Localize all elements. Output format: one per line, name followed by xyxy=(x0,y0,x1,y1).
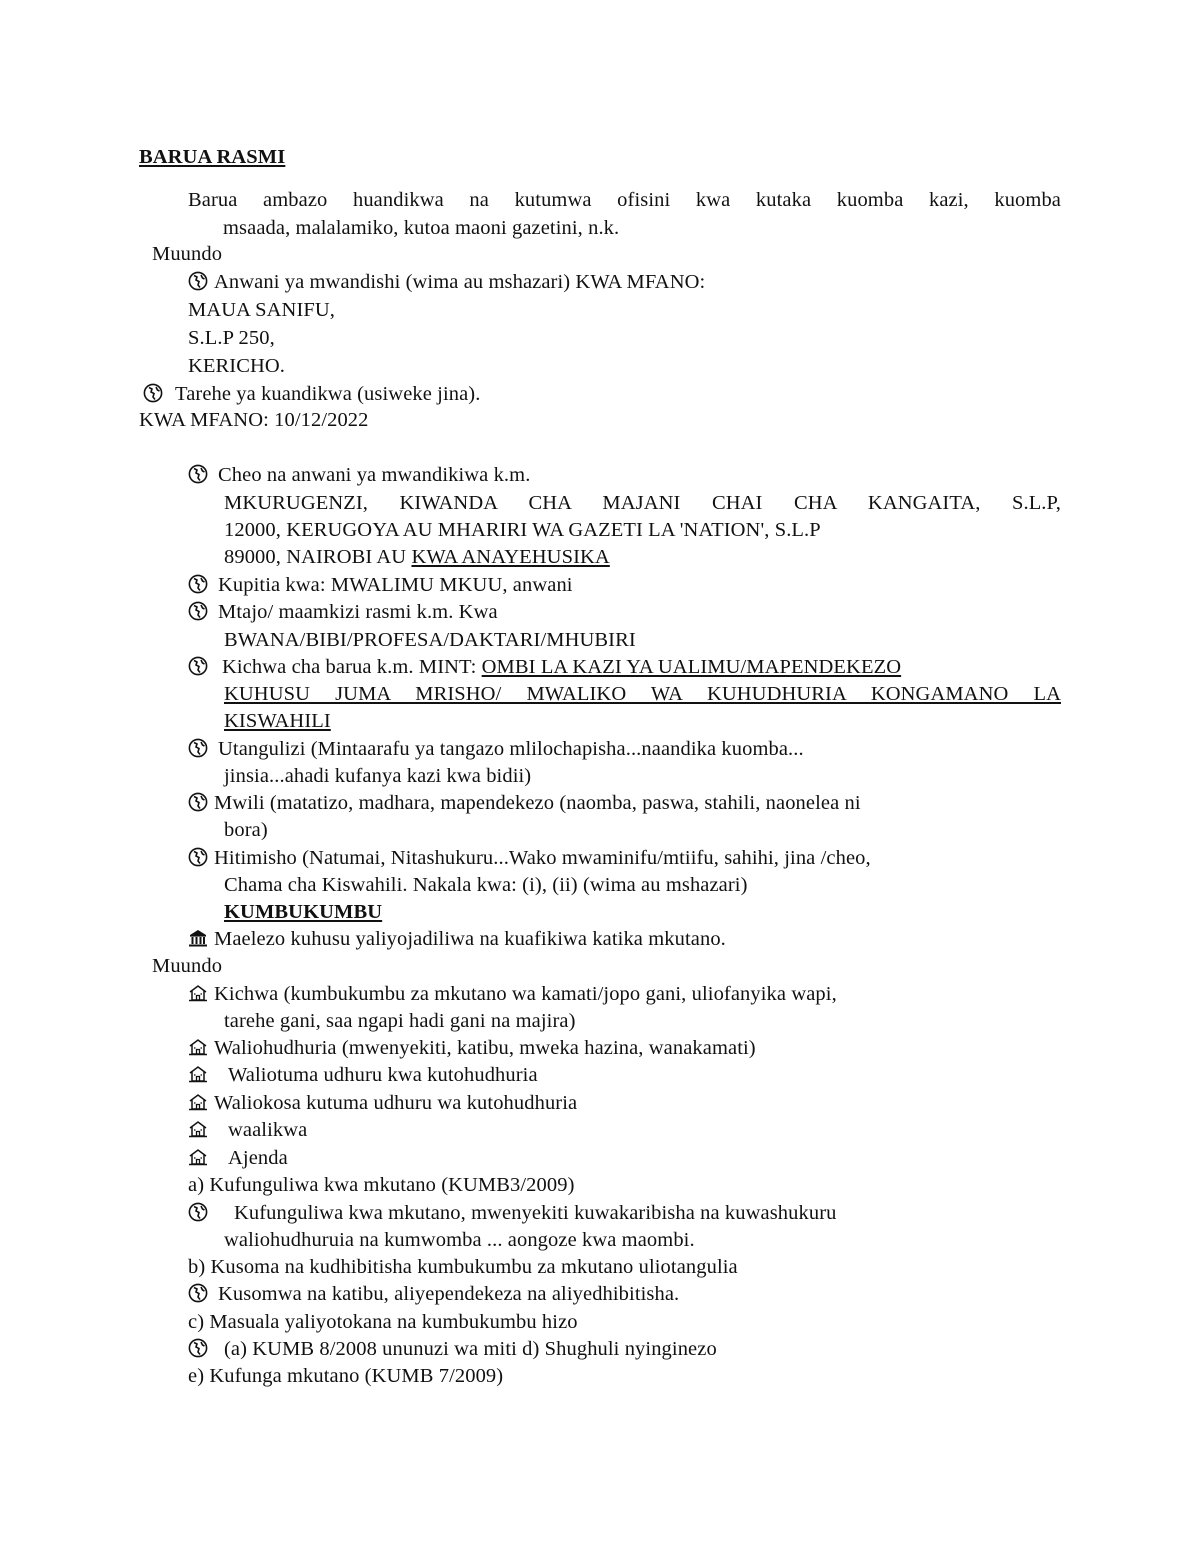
page-title: BARUA RASMI xyxy=(139,146,286,168)
cheo-line-4-text: 89000, NAIROBI AU xyxy=(224,546,412,568)
school-icon xyxy=(188,1119,208,1139)
school-icon xyxy=(188,1147,208,1167)
waliohudhuria-text: Waliohudhuria (mwenyekiti, katibu, mweka hazina, wanakamati) xyxy=(214,1037,756,1059)
kichwa-minutes-line-1: Kichwa (kumbukumbu za mkutano wa kamati/jopo gani, uliofanyika wapi, xyxy=(214,983,837,1005)
mwili-line-1: Mwili (matatizo, madhara, mapendekezo (naomba, paswa, stahili, naonelea ni xyxy=(214,792,861,814)
kichwa-line-3: KISWAHILI xyxy=(224,710,331,732)
anwani-town: KERICHO. xyxy=(188,355,286,377)
agenda-a-detail xyxy=(188,1200,1061,1227)
hitimisho-item xyxy=(188,845,1061,872)
globe-icon xyxy=(188,271,208,291)
anwani-label: Anwani ya mwandishi (wima au mshazari) KWA MFANO: xyxy=(214,271,706,293)
kichwa-line-2: KUHUSU JUMA MRISHO/ MWALIKO WA KUHUDHURIA KONGAMANO LA xyxy=(224,683,1061,705)
cheo-underlined: KWA ANAYEHUSIKA xyxy=(411,546,610,568)
anwani-item xyxy=(188,269,705,296)
waliohudhuria-item xyxy=(188,1035,756,1062)
school-icon xyxy=(188,1064,208,1084)
agenda-c-detail-text: (a) KUMB 8/2008 ununuzi wa miti d) Shughuli nyinginezo xyxy=(224,1338,717,1360)
agenda-c: c) Masuala yaliyotokana na kumbukumbu hizo xyxy=(188,1311,578,1333)
waliotuma-text: Waliotuma udhuru kwa kutohudhuria xyxy=(228,1064,538,1086)
waliokosa-text: Waliokosa kutuma udhuru wa kutohudhuria xyxy=(214,1092,578,1114)
mwili-line-2: bora) xyxy=(224,819,268,841)
waliotuma-item xyxy=(188,1062,538,1089)
intro-line-1: Barua ambazo huandikwa na kutumwa ofisini kwa kutaka kuomba kazi, kuomba xyxy=(188,189,1061,211)
globe-icon xyxy=(188,1283,208,1303)
kumbukumbu-desc xyxy=(188,926,726,953)
globe-icon xyxy=(188,656,208,676)
school-icon xyxy=(188,1037,208,1057)
tarehe-item xyxy=(143,381,480,408)
hitimisho-line-2: Chama cha Kiswahili. Nakala kwa: (i), (ii) (wima au mshazari) xyxy=(224,874,748,896)
cheo-line-3: 12000, KERUGOYA AU MHARIRI WA GAZETI LA 'NATION', S.L.P xyxy=(224,519,821,541)
mtajo-line-1: Mtajo/ maamkizi rasmi k.m. Kwa xyxy=(218,601,498,623)
muundo-heading: Muundo xyxy=(152,243,223,265)
muundo-heading-2: Muundo xyxy=(152,955,223,977)
cheo-item xyxy=(188,462,530,489)
globe-icon xyxy=(143,383,163,403)
globe-icon xyxy=(188,792,208,812)
ajenda-text: Ajenda xyxy=(228,1147,288,1169)
agenda-e: e) Kufunga mkutano (KUMB 7/2009) xyxy=(188,1365,504,1387)
tarehe-label: Tarehe ya kuandikwa (usiweke jina). xyxy=(175,383,481,405)
utangulizi-line-2: jinsia...ahadi kufanya kazi kwa bidii) xyxy=(224,765,532,787)
utangulizi-item xyxy=(188,736,804,763)
globe-icon xyxy=(188,464,208,484)
bank-icon xyxy=(188,928,208,948)
waliokosa-item xyxy=(188,1090,577,1117)
intro-line-2: msaada, malalamiko, kutoa maoni gazetini, n.k. xyxy=(223,217,620,239)
school-icon xyxy=(188,983,208,1003)
mwili-item xyxy=(188,790,1061,817)
agenda-b-detail-text: Kusomwa na katibu, aliyependekeza na aliyedhibitisha. xyxy=(218,1283,680,1305)
agenda-b-detail xyxy=(188,1281,679,1308)
kumbukumbu-heading: KUMBUKUMBU xyxy=(224,901,383,923)
cheo-line-2: MKURUGENZI, KIWANDA CHA MAJANI CHAI CHA KANGAITA, S.L.P, xyxy=(224,492,1061,514)
mtajo-item xyxy=(188,599,498,626)
kupitia-text: Kupitia kwa: MWALIMU MKUU, anwani xyxy=(218,574,573,596)
kumbukumbu-desc-text: Maelezo kuhusu yaliyojadiliwa na kuafikiwa katika mkutano. xyxy=(214,928,726,950)
hitimisho-line-1: Hitimisho (Natumai, Nitashukuru...Wako mwaminifu/mtiifu, sahihi, jina /cheo, xyxy=(214,847,871,869)
kichwa-item xyxy=(188,654,1061,681)
agenda-b: b) Kusoma na kudhibitisha kumbukumbu za mkutano uliotangulia xyxy=(188,1256,738,1278)
globe-icon xyxy=(188,1338,208,1358)
kichwa-minutes-item xyxy=(188,981,1061,1008)
agenda-a-detail-line-2: waliohudhuruia na kumwomba ... aongoze kwa maombi. xyxy=(224,1229,695,1251)
globe-icon xyxy=(188,601,208,621)
kichwa-underlined-1: OMBI LA KAZI YA UALIMU/MAPENDEKEZO xyxy=(481,656,902,678)
utangulizi-line-1: Utangulizi (Mintaarafu ya tangazo mlilochapisha...naandika kuomba... xyxy=(218,738,804,760)
anwani-box: S.L.P 250, xyxy=(188,327,275,349)
waalikwa-item xyxy=(188,1117,307,1144)
mtajo-line-2: BWANA/BIBI/PROFESA/DAKTARI/MHUBIRI xyxy=(224,629,636,651)
cheo-line-4 xyxy=(224,544,610,571)
agenda-a: a) Kufunguliwa kwa mkutano (KUMB3/2009) xyxy=(188,1174,575,1196)
kichwa-minutes-line-2: tarehe gani, saa ngapi hadi gani na majira) xyxy=(224,1010,576,1032)
cheo-line-1: Cheo na anwani ya mwandikiwa k.m. xyxy=(218,464,531,486)
globe-icon xyxy=(188,847,208,867)
ajenda-item xyxy=(188,1145,288,1172)
tarehe-example: KWA MFANO: 10/12/2022 xyxy=(139,409,369,431)
globe-icon xyxy=(188,574,208,594)
waalikwa-text: waalikwa xyxy=(228,1119,308,1141)
kichwa-line-1: Kichwa cha barua k.m. MINT: xyxy=(222,656,482,678)
school-icon xyxy=(188,1092,208,1112)
agenda-a-detail-line-1: Kufunguliwa kwa mkutano, mwenyekiti kuwakaribisha na kuwashukuru xyxy=(234,1202,837,1224)
kupitia-item xyxy=(188,572,573,599)
globe-icon xyxy=(188,738,208,758)
agenda-c-detail xyxy=(188,1336,717,1363)
globe-icon xyxy=(188,1202,208,1222)
anwani-name: MAUA SANIFU, xyxy=(188,299,336,321)
